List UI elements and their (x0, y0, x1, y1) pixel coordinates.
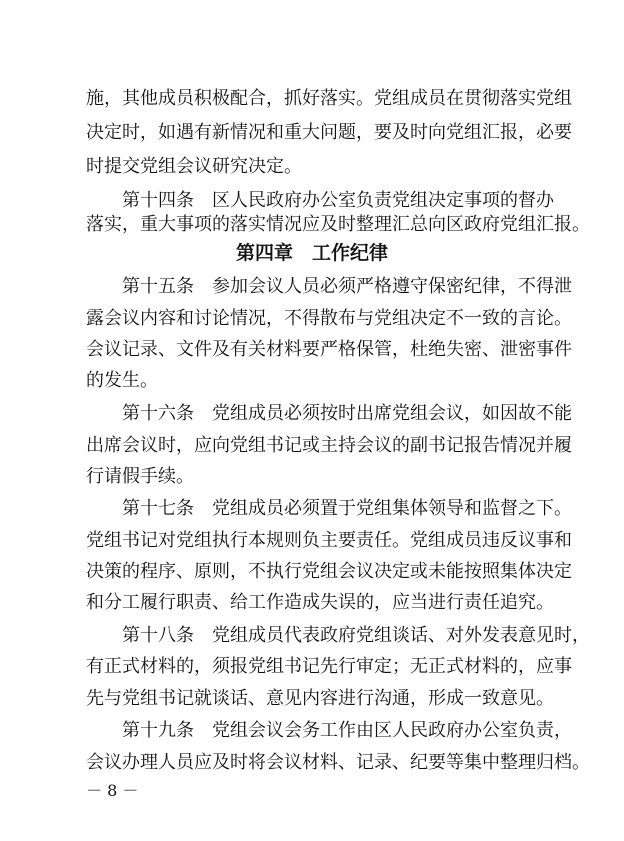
page-number: － 8 － (86, 781, 139, 800)
text-line: 决定时，如遇有新情况和重大问题，要及时向党组汇报，必要 (86, 122, 572, 143)
text-line: 施，其他成员积极配合，抓好落实。党组成员在贯彻落实党组 (86, 88, 572, 109)
text-line: 第十八条 党组成员代表政府党组谈话、对外发表意见时， (122, 625, 590, 646)
text-line: 行请假手续。 (86, 466, 194, 487)
text-line: 会议记录、文件及有关材料要严格保管，杜绝失密、泄密事件 (86, 339, 572, 360)
text-line: 决策的程序、原则，不执行党组会议决定或未能按照集体决定 (86, 561, 572, 582)
text-line: 的发生。 (86, 370, 158, 391)
text-line: 和分工履行职责、给工作造成失误的，应当进行责任追究。 (86, 592, 554, 613)
text-line: 第十九条 党组会议会务工作由区人民政府办公室负责， (122, 720, 572, 741)
text-line: 第十七条 党组成员必须置于党组集体领导和监督之下。 (122, 498, 572, 519)
text-line: 落实，重大事项的落实情况应及时整理汇总向区政府党组汇报。 (86, 214, 590, 235)
text-line: 第十五条 参加会议人员必须严格遵守保密纪律，不得泄 (122, 276, 572, 297)
text-line: 会议办理人员应及时将会议材料、记录、纪要等集中整理归档。 (86, 752, 590, 773)
chapter-heading: 第四章 工作纪律 (235, 242, 388, 264)
text-line: 第十四条 区人民政府办公室负责党组决定事项的督办 (122, 190, 554, 211)
text-line: 党组书记对党组执行本规则负主要责任。党组成员违反议事和 (86, 530, 572, 551)
text-line: 出席会议时，应向党组书记或主持会议的副书记报告情况并履 (86, 435, 572, 456)
text-line: 第十六条 党组成员必须按时出席党组会议，如因故不能 (122, 403, 572, 424)
text-line: 露会议内容和讨论情况，不得散布与党组决定不一致的言论。 (86, 308, 572, 329)
text-line: 先与党组书记就谈话、意见内容进行沟通，形成一致意见。 (86, 688, 554, 709)
text-line: 有正式材料的，须报党组书记先行审定；无正式材料的，应事 (86, 656, 572, 677)
text-line: 时提交党组会议研究决定。 (86, 156, 302, 177)
